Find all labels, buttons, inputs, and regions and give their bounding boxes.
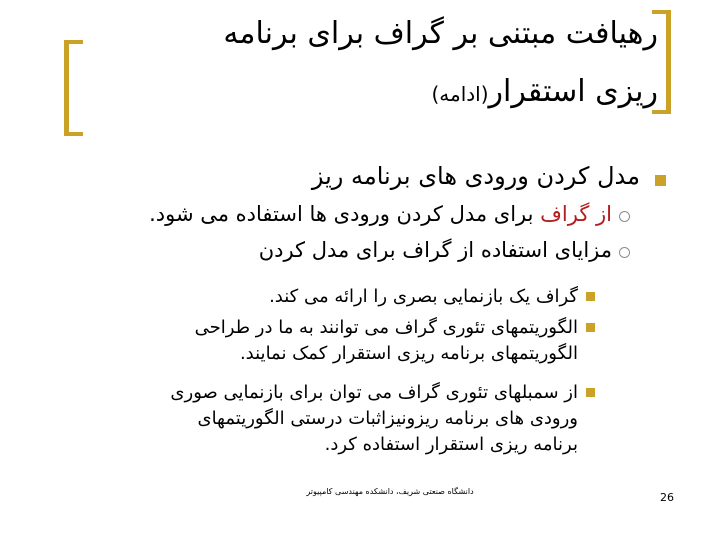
level3-item-2-line-2: الگوریتمهای برنامه ریزی استقرار کمک نمایند. bbox=[239, 343, 578, 364]
title-line-2-main: ریزی استقرار bbox=[488, 74, 658, 109]
level3-item-1-line-1: گراف یک بازنمایی بصری را ارائه می کند. bbox=[269, 286, 578, 307]
level3-item-3-line-2: ورودی های برنامه ریزونیزاثبات درستی الگوریتمهای bbox=[197, 408, 578, 429]
circle-bullet-icon bbox=[619, 247, 630, 258]
small-square-bullet-icon bbox=[586, 292, 595, 301]
circle-bullet-icon bbox=[619, 211, 630, 222]
square-bullet-icon bbox=[655, 175, 666, 186]
page-number: 26 bbox=[660, 491, 674, 504]
title-bracket-left bbox=[64, 40, 83, 136]
level3-item-3-line-3: برنامه ریزی استقرار استفاده کرد. bbox=[324, 434, 578, 455]
title-line-2 bbox=[431, 70, 658, 116]
level2-item-1-rest: برای مدل کردن ورودی ها استفاده می شود. bbox=[149, 202, 541, 226]
level2-item-1-highlight: از گراف bbox=[540, 202, 612, 226]
level1-text: مدل کردن ورودی های برنامه ریز bbox=[311, 162, 640, 190]
small-square-bullet-icon bbox=[586, 323, 595, 332]
level3-item-3-line-1: از سمبلهای تئوری گراف می توان برای بازنمایی صوری bbox=[170, 382, 578, 403]
title-line-1: رهیافت مبتنی بر گراف برای برنامه bbox=[223, 16, 658, 51]
title-line-2-paren: (ادامه) bbox=[431, 82, 489, 106]
level3-item-2-line-1: الگوریتمهای تئوری گراف می توانند به ما در طراحی bbox=[194, 317, 578, 338]
small-square-bullet-icon bbox=[586, 388, 595, 397]
level2-item-1 bbox=[149, 202, 612, 226]
level2-item-2: مزایای استفاده از گراف برای مدل کردن bbox=[258, 238, 612, 262]
footer-text: دانشگاه صنعتی شریف، دانشکده مهندسی کامپیوتر bbox=[306, 487, 474, 496]
